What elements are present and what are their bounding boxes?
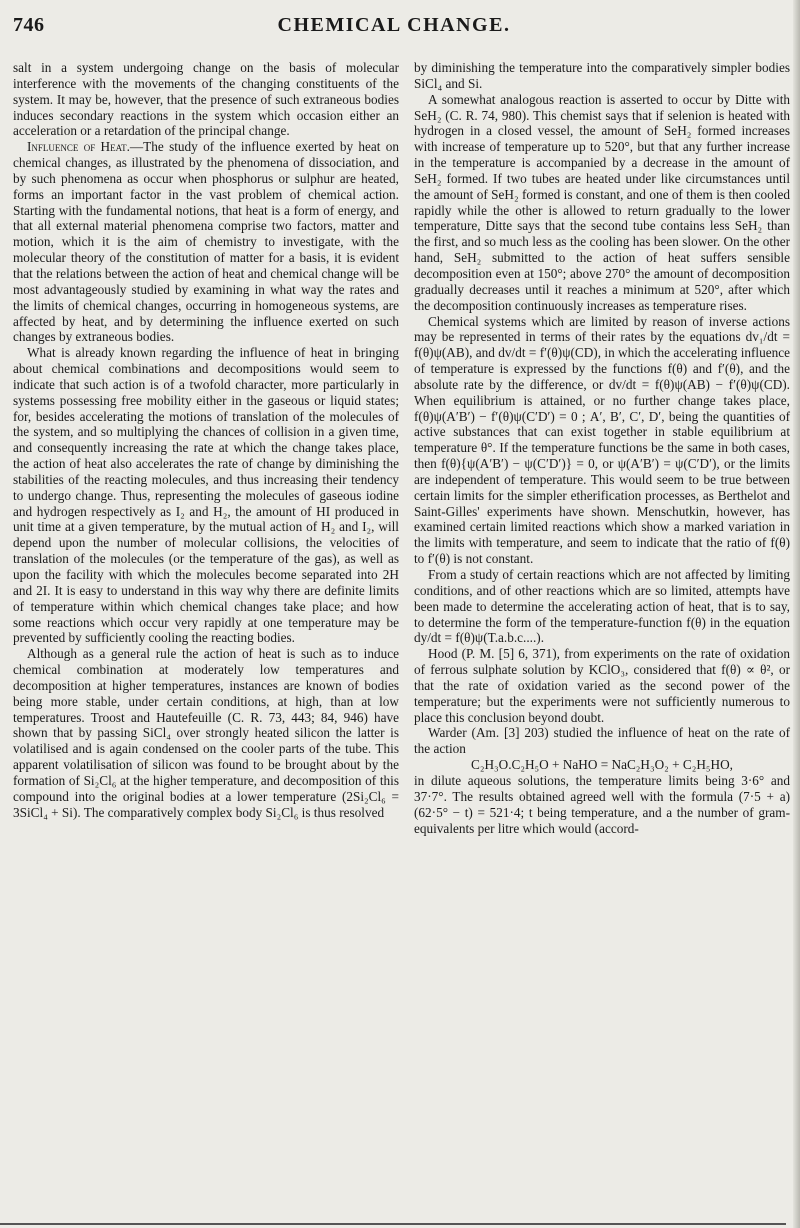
paragraph: Although as a general rule the action of heat is such as to induce chemical combination at moderately low temperatures and decomposition at higher temperatures, instances are known of bodies being more stable, under certain conditions, at high, than at low temperatures. Troost and Hautefeuille (C. R. 73, 443; 84, 946) have shown that by passing SiCl₄ over strongly heated silicon the latter is volatilised and is again condensed on the cooler parts of the tube. This apparent volatilisation of silicon was found to be brought about by the formation of Si₂Cl₆ at the higher temperature, and decomposition of this compound into the original bodies at a lower temperature (2Si₂Cl₆ = 3SiCl₄ + Si). The comparatively complex body Si₂Cl₆ is thus resolved [13,646,399,820]
running-title: CHEMICAL CHANGE. [277,14,511,36]
paragraph: What is already known regarding the influence of heat in bringing about chemical combinations and decompositions would seem to indicate that such action is of a twofold character, more particularly in systems possessing free mobility either in the gaseous or liquid states; for, besides accelerating the motions of translation of the molecules of the system, and so multiplying the chances of collision in a given time, and consequently increasing the rate at which the change takes place, the action of heat also accelerates the rate of change by diminishing the stabilities of the reacting molecules, and thus increasing their tendency to undergo change. Thus, representing the molecules of gaseous iodine and hydrogen respectively as I₂ and H₂, the amount of HI produced in unit time at a given temperature, by the mutual action of H₂ and I₂, will depend upon the number of molecular collisions, the velocities of translation of the molecules (or the temperature of the gas), as well as upon the facility with which the molecules become separated into 2H and 2I. It is easy to understand in this way why there are definite limits of temperature within which chemical changes take place; and how some reactions which occur very rapidly at one temperature may be prevented by sufficiently cooling the reacting bodies. [13,345,399,646]
paragraph: A somewhat analogous reaction is asserted to occur by Ditte with SeH₂ (C. R. 74, 980). This chemist says that if selenion is heated with hydrogen in a closed vessel, the amount of SeH₂ formed increases with increase of temperature up to 520°, but that any further increase in the temperature is accompanied by a decrease in the amount of SeH₂ formed. If two tubes are heated under like circumstances until the amount of SeH₂ formed is constant, and one of them is then cooled rapidly while the other is allowed to return gradually to the lower temperature, Ditte says that the second tube contains less SeH₂ than the first, and so much less as the cooling has been slower. On the other hand, SeH₂ submitted to the action of heat suffers sensible decomposition even at 150°; above 270° the amount of decomposition gradually decreases until it reaches a minimum at 520°, after which the decomposition continuously increases as temperature rises. [414,91,790,313]
paragraph: Chemical systems which are limited by reason of inverse actions may be represented in terms of their rates by the equations dv₁/dt = f(θ)ψ(AB), and dv/dt = f′(θ)ψ(CD), in which the accelerating influence of temperature is expressed by the functions f(θ) and f′(θ), and the absolute rate by the difference, or dv/dt = f(θ)ψ(AB) − f′(θ)ψ(CD). When equilibrium is attained, or no further change takes place, f(θ)ψ(A′B′) − f′(θ)ψ(C′D′) = 0 ; A′, B′, C′, D′, being the quantities of active substances that can exist together in stable equilibrium at temperature θ°. If the temperature functions be the same in both cases, then f(θ){ψ(A′B′) − ψ(C′D′)} = 0, or ψ(A′B′) = ψ(C′D′), or the limits are independent of temperature. This would seem to be true between certain limits for the simpler etherification processes, as Berthelot and Saint-Gilles' experiments have shown. Menschutkin, however, has examined certain limited reactions which show a marked variation in the limits with temperature, and seem to indicate that the ratio of f(θ) to f′(θ) is not constant. [414,313,790,567]
page-edge-shadow [793,0,800,1228]
chemical-equation: C₂H₃O.C₂H₅O + NaHO = NaC₂H₃O₂ + C₂H₅HO, [471,757,733,773]
page-header [13,14,775,48]
paragraph: in dilute aqueous solutions, the temperature limits being 3·6° and 37·7°. The results obtained agreed well with the formula (7·5 + a)(62·5° − t) = 521·4; t being temperature, and a the number of gram-equivalents per litre which would (accord- [414,772,790,836]
bottom-rule [0,1223,786,1225]
paragraph: salt in a system undergoing change on the basis of molecular interference with the movements of the changing constituents of the system. It may be, however, that the presence of such extraneous bodies induces secondary reactions in the system which occasion either an acceleration or a retardation of the principal change. [13,60,399,139]
right-column [414,60,790,836]
left-column [13,60,399,821]
section-heading: Influence of Heat. [27,139,130,155]
page-number: 746 [13,14,45,36]
paragraph: From a study of certain reactions which are not affected by limiting conditions, and of other reactions which are so limited, attempts have been made to determine the accelerating action of heat, that is to say, to determine the form of the temperature-function f(θ) in the equation dy/dt = f(θ)ψ(T.a.b.c....). [414,567,790,646]
paragraph: Hood (P. M. [5] 6, 371), from experiments on the rate of oxidation of ferrous sulphate solution by KClO₃, considered that f(θ) ∝ θ², or that the rate of oxidation varied as the second power of the temperature; but the experiments were not sufficiently numerous to place this conclusion beyond doubt. [414,646,790,725]
paragraph-influence-of-heat [13,139,399,345]
paragraph-text: —The study of the influence exerted by heat on chemical changes, as illustrated by the phenomena of dissociation, and by such phenomena as occur when phosphorus or sulphur are heated, forms an important factor in the vast problem of chemical action. Starting with the fundamental notions, that heat is a form of energy, and that all external material phenomena comprise two factors, matter and motion, which it is the aim of chemistry to investigate, with the molecular theory of the constitution of matter for a basis, it is evident that the relations between the action of heat and chemical change will be most advantageously studied by examining in what way the rates and the limits of chemical changes, occurring in homogeneous systems, are affected by heat, and by determining the influence exerted on such changes by extraneous bodies. [13,139,400,345]
paragraph: Warder (Am. [3] 203) studied the influence of heat on the rate of the action [414,725,790,757]
paragraph: by diminishing the temperature into the comparatively simpler bodies SiCl₄ and Si. [414,60,790,91]
